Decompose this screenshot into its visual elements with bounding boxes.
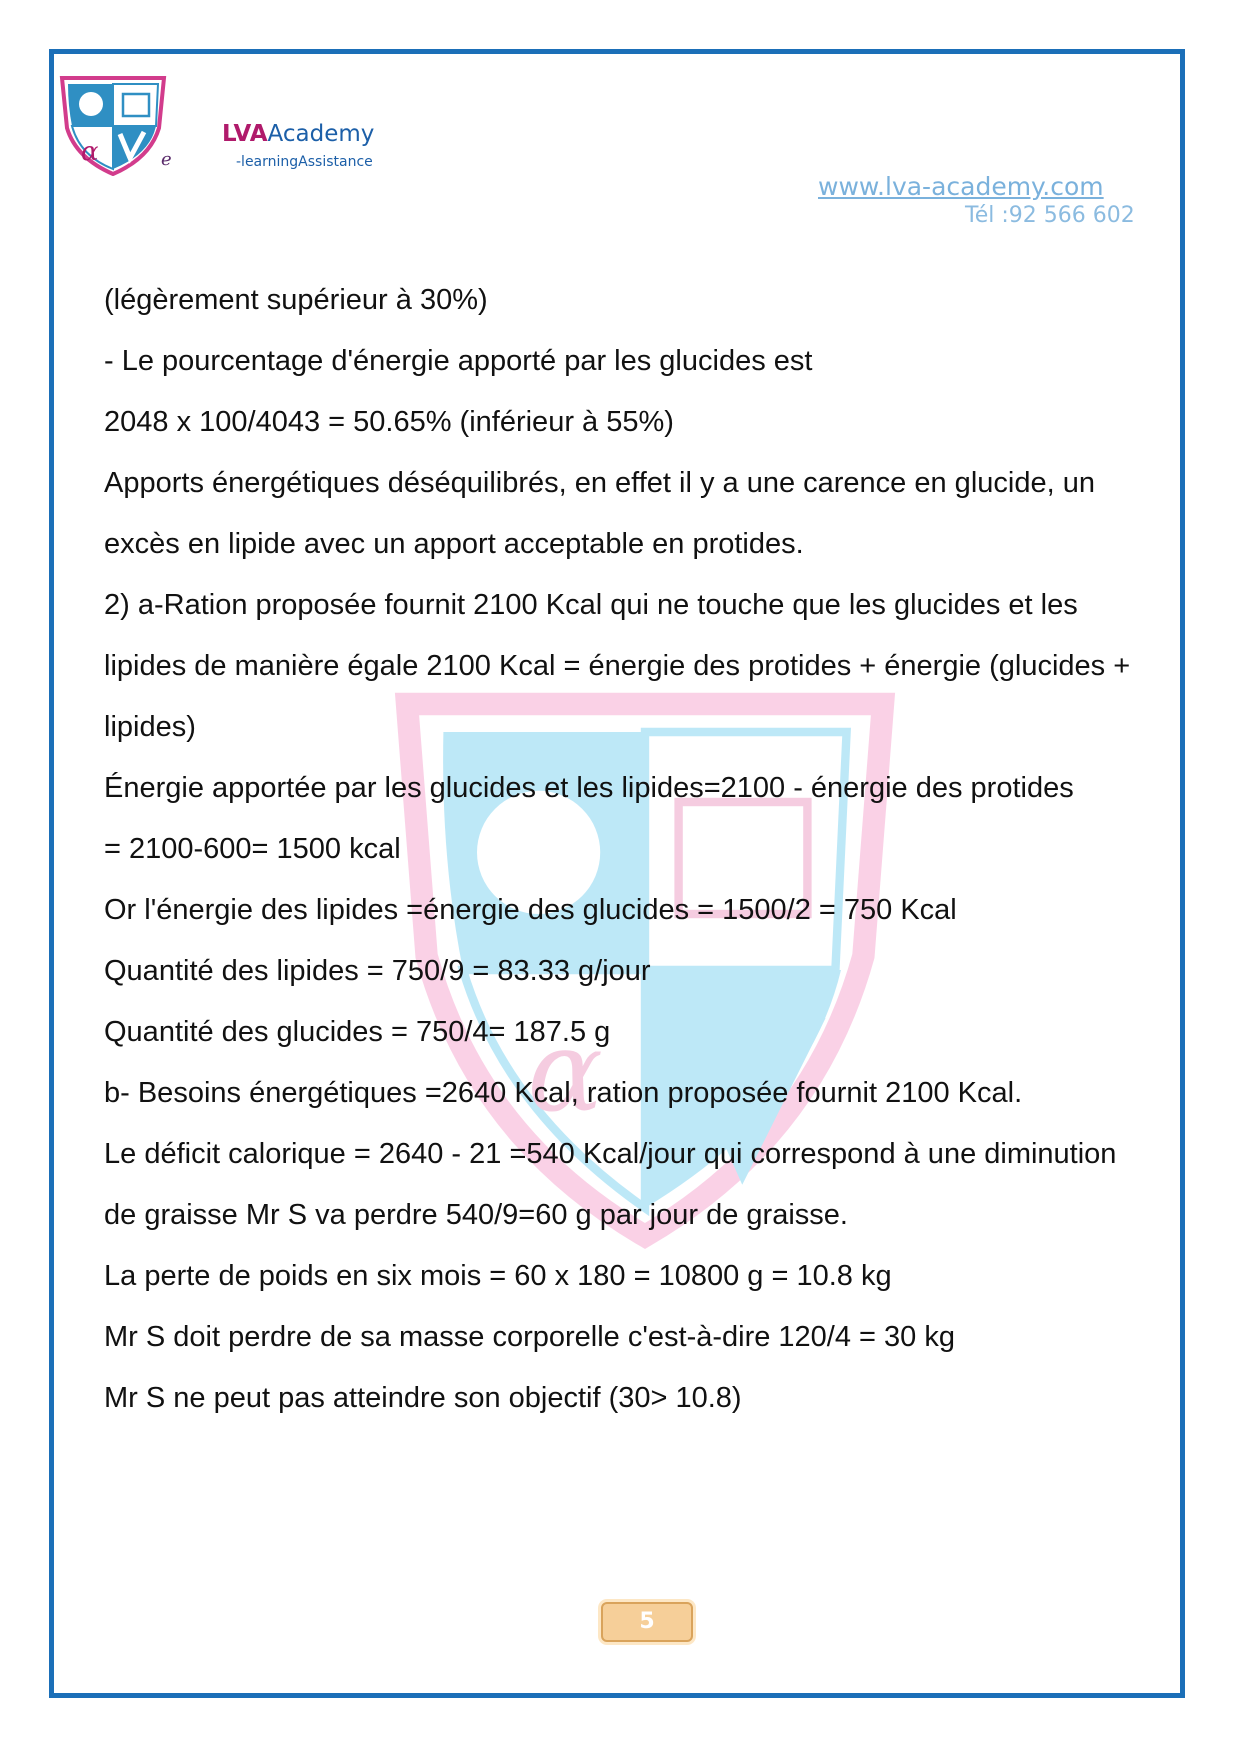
text-line: 2048 x 100/4043 = 50.65% (inférieur à 55%) (104, 406, 674, 438)
text-line: - Le pourcentage d'énergie apporté par les glucides est (104, 345, 813, 377)
text-line: b- Besoins énergétiques =2640 Kcal, ration proposée fournit 2100 Kcal. (104, 1077, 1023, 1109)
text-line: Quantité des glucides = 750/4= 187.5 g (104, 1016, 611, 1048)
text-line: Quantité des lipides = 750/9 = 83.33 g/jour (104, 955, 651, 987)
brand-name (222, 121, 374, 147)
text-line: 2) a-Ration proposée fournit 2100 Kcal qui ne touche que les glucides et les (104, 589, 1078, 621)
text-line: excès en lipide avec un apport acceptable en protides. (104, 528, 804, 560)
logo-letter: e (161, 149, 172, 170)
svg-text:α: α (527, 1007, 604, 1137)
brand-subtitle: -learningAssistance (236, 154, 373, 170)
text-line: Mr S doit perdre de sa masse corporelle c'est-à-dire 120/4 = 30 kg (104, 1321, 955, 1353)
text-line: Apports énergétiques déséquilibrés, en effet il y a une carence en glucide, un (104, 467, 1095, 499)
text-line: Or l'énergie des lipides =énergie des glucides = 1500/2 = 750 Kcal (104, 894, 957, 926)
text-line: de graisse Mr S va perdre 540/9=60 g par jour de graisse. (104, 1199, 848, 1231)
text-line: lipides) (104, 711, 196, 743)
page-number-badge: 5 (601, 1602, 693, 1642)
svg-text:α: α (81, 137, 99, 167)
text-line: (légèrement supérieur à 30%) (104, 284, 488, 316)
brand-academy: Academy (267, 121, 375, 147)
phone-number: Tél :92 566 602 (965, 203, 1135, 228)
brand-lva: LVA (222, 121, 268, 147)
website-link[interactable]: www.lva-academy.com (818, 172, 1104, 201)
text-line: lipides de manière égale 2100 Kcal = énergie des protides + énergie (glucides + (104, 650, 1131, 682)
text-line: Le déficit calorique = 2640 - 21 =540 Kcal/jour qui correspond à une diminution (104, 1138, 1117, 1170)
text-line: La perte de poids en six mois = 60 x 180 = 10800 g = 10.8 kg (104, 1260, 892, 1292)
text-line: Mr S ne peut pas atteindre son objectif (30> 10.8) (104, 1382, 742, 1414)
document-body (104, 270, 1174, 1429)
text-line: = 2100-600= 1500 kcal (104, 833, 401, 865)
lva-logo-icon (58, 76, 168, 176)
text-line: Énergie apportée par les glucides et les lipides=2100 - énergie des protides (104, 772, 1074, 804)
